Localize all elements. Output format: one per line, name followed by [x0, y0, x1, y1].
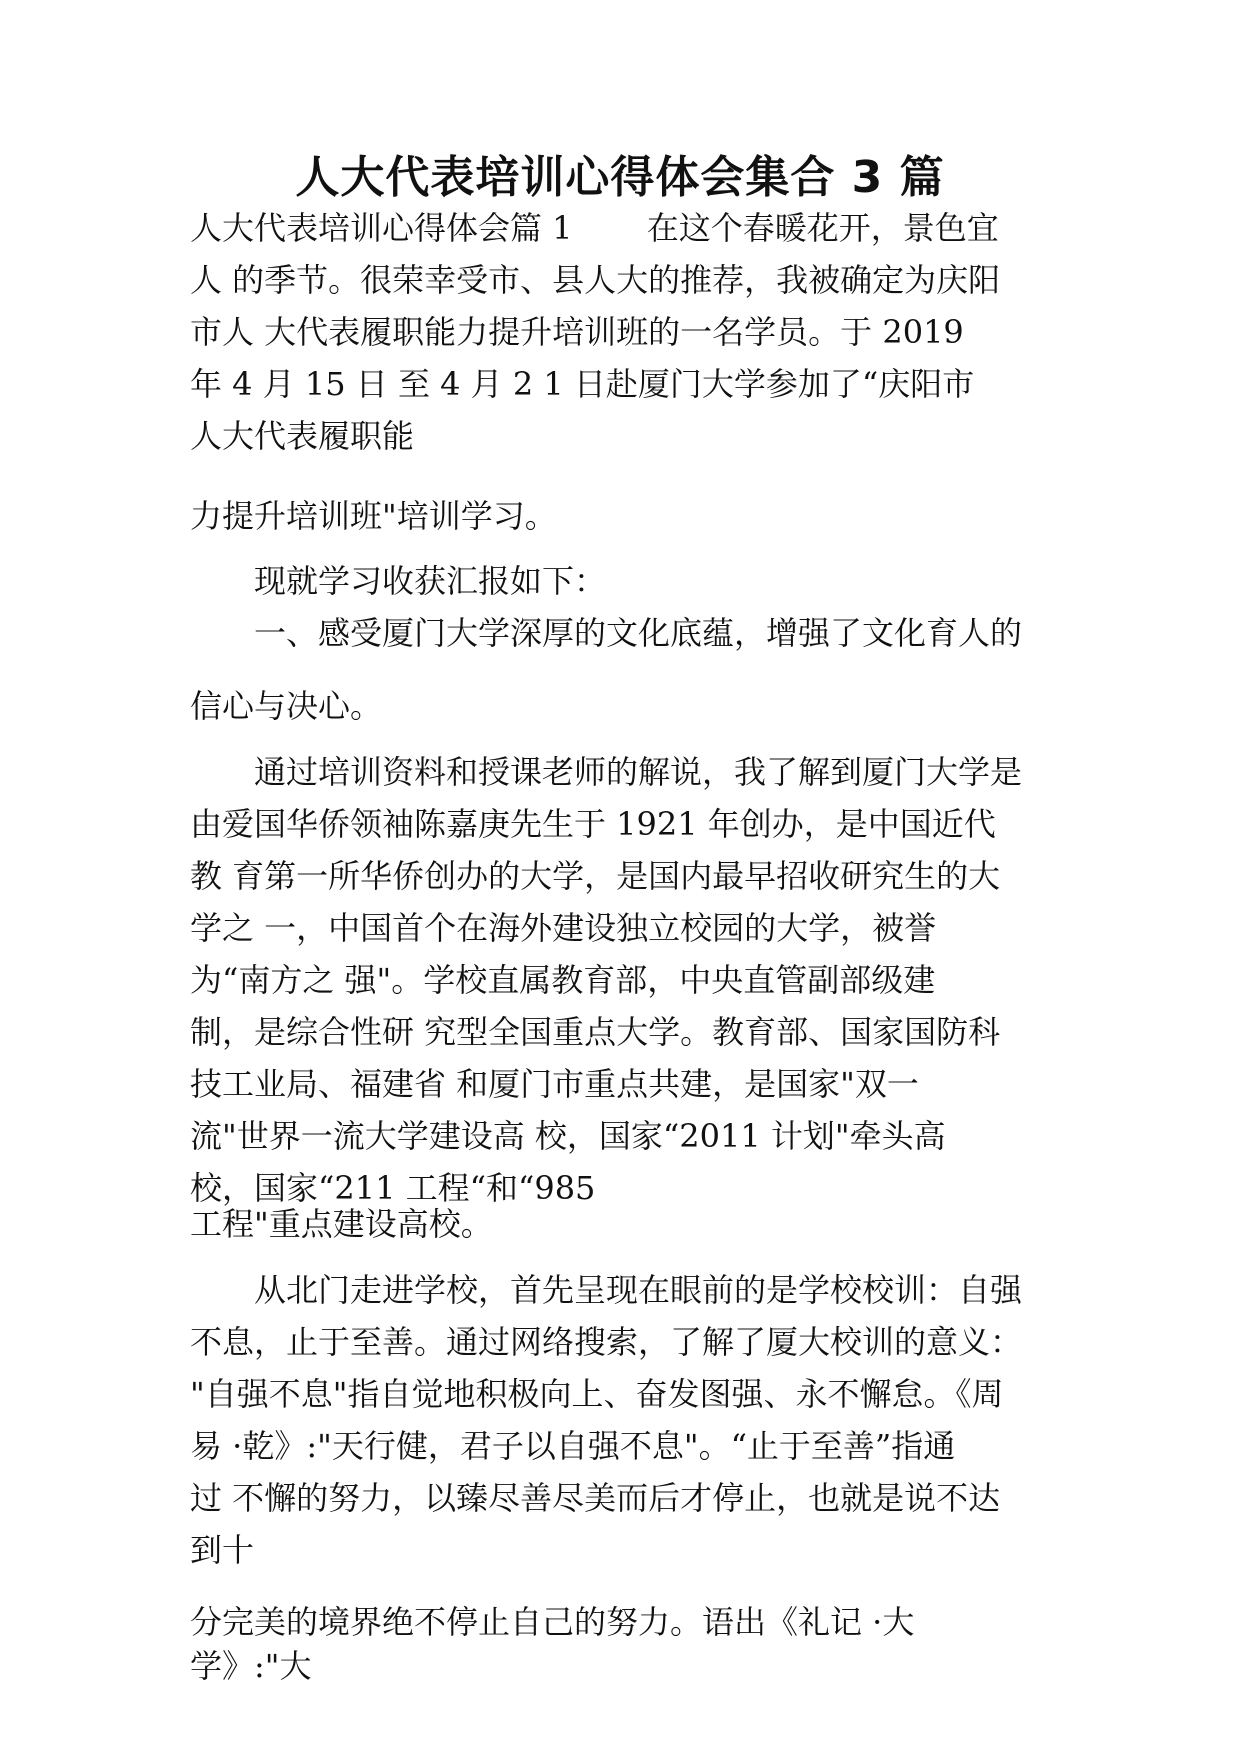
- paragraph-summary: [190, 555, 1050, 659]
- text-line: 由爱国华侨领袖陈嘉庚先生于 1921 年创办，是中国近代: [190, 805, 996, 843]
- text-line: 信心与决心。: [190, 687, 383, 725]
- paragraph-motto: [190, 1264, 1050, 1576]
- text-line: 通过培训资料和授课老师的解说，我了解到厦门大学是: [254, 753, 1023, 791]
- text-line: 到十: [190, 1531, 255, 1569]
- text-line: 年 4 月 15 日 至 4 月 2 1 日赴厦门大学参加了“庆阳市: [190, 365, 975, 403]
- text-line: 为“南方之 强"。学校直属教育部，中央直管副部级建: [190, 961, 936, 999]
- text-line: "自强不息"指自觉地积极向上、奋发图强、永不懈怠。《周: [190, 1375, 1004, 1413]
- section-heading: 一、感受厦门大学深厚的文化底蕴，增强了文化育人的: [254, 614, 1023, 652]
- text-line: 人大代表履职能: [190, 417, 415, 455]
- text-line: 现就学习收获汇报如下：: [254, 562, 607, 600]
- text-line: 力提升培训班"培训学习。: [190, 497, 557, 535]
- text-line: 学之 一，中国首个在海外建设独立校园的大学，被誉: [190, 909, 937, 947]
- text-line: 制，是综合性研 究型全国重点大学。教育部、国家国防科: [190, 1013, 1001, 1051]
- paragraph-intro-continued: [190, 490, 1050, 542]
- paragraph-intro: [190, 202, 1050, 462]
- document-title: 人大代表培训心得体会集合 3 篇: [295, 152, 945, 203]
- text-line: 人大代表培训心得体会篇 1 在这个春暖花开，景色宜: [190, 209, 999, 247]
- text-line: 市人 大代表履职能力提升培训班的一名学员。于 2019: [190, 313, 964, 351]
- text-line: 教 育第一所华侨创办的大学，是国内最早招收研究生的大: [190, 857, 1001, 895]
- text-line: 人 的季节。很荣幸受市、县人大的推荐，我被确定为庆阳: [190, 261, 1001, 299]
- text-line: 学》:"大: [190, 1647, 312, 1685]
- text-line: 工程"重点建设高校。: [190, 1205, 493, 1243]
- text-line: 从北门走进学校，首先呈现在眼前的是学校校训：自强: [254, 1271, 1023, 1309]
- text-line: 流"世界一流大学建设高 校，国家“2011 计划"牵头高: [190, 1117, 946, 1155]
- paragraph-university: [190, 746, 1050, 1214]
- text-line: 过 不懈的努力，以臻尽善尽美而后才停止，也就是说不达: [190, 1479, 1001, 1517]
- text-line: 分完美的境界绝不停止自己的努力。语出《礼记 ·大: [190, 1603, 915, 1641]
- section-heading-continued: [190, 680, 1050, 732]
- text-line: 不息，止于至善。通过网络搜索，了解了厦大校训的意义：: [190, 1323, 1023, 1361]
- paragraph-university-continued: [190, 1198, 1050, 1250]
- text-line: 技工业局、福建省 和厦门市重点共建，是国家"双一: [190, 1065, 919, 1103]
- text-line: 校，国家“211 工程“和“985: [190, 1169, 596, 1207]
- text-line: 易 ·乾》:"天行健，君子以自强不息"。“止于至善”指通: [190, 1427, 956, 1465]
- paragraph-motto-continued: [190, 1596, 1050, 1684]
